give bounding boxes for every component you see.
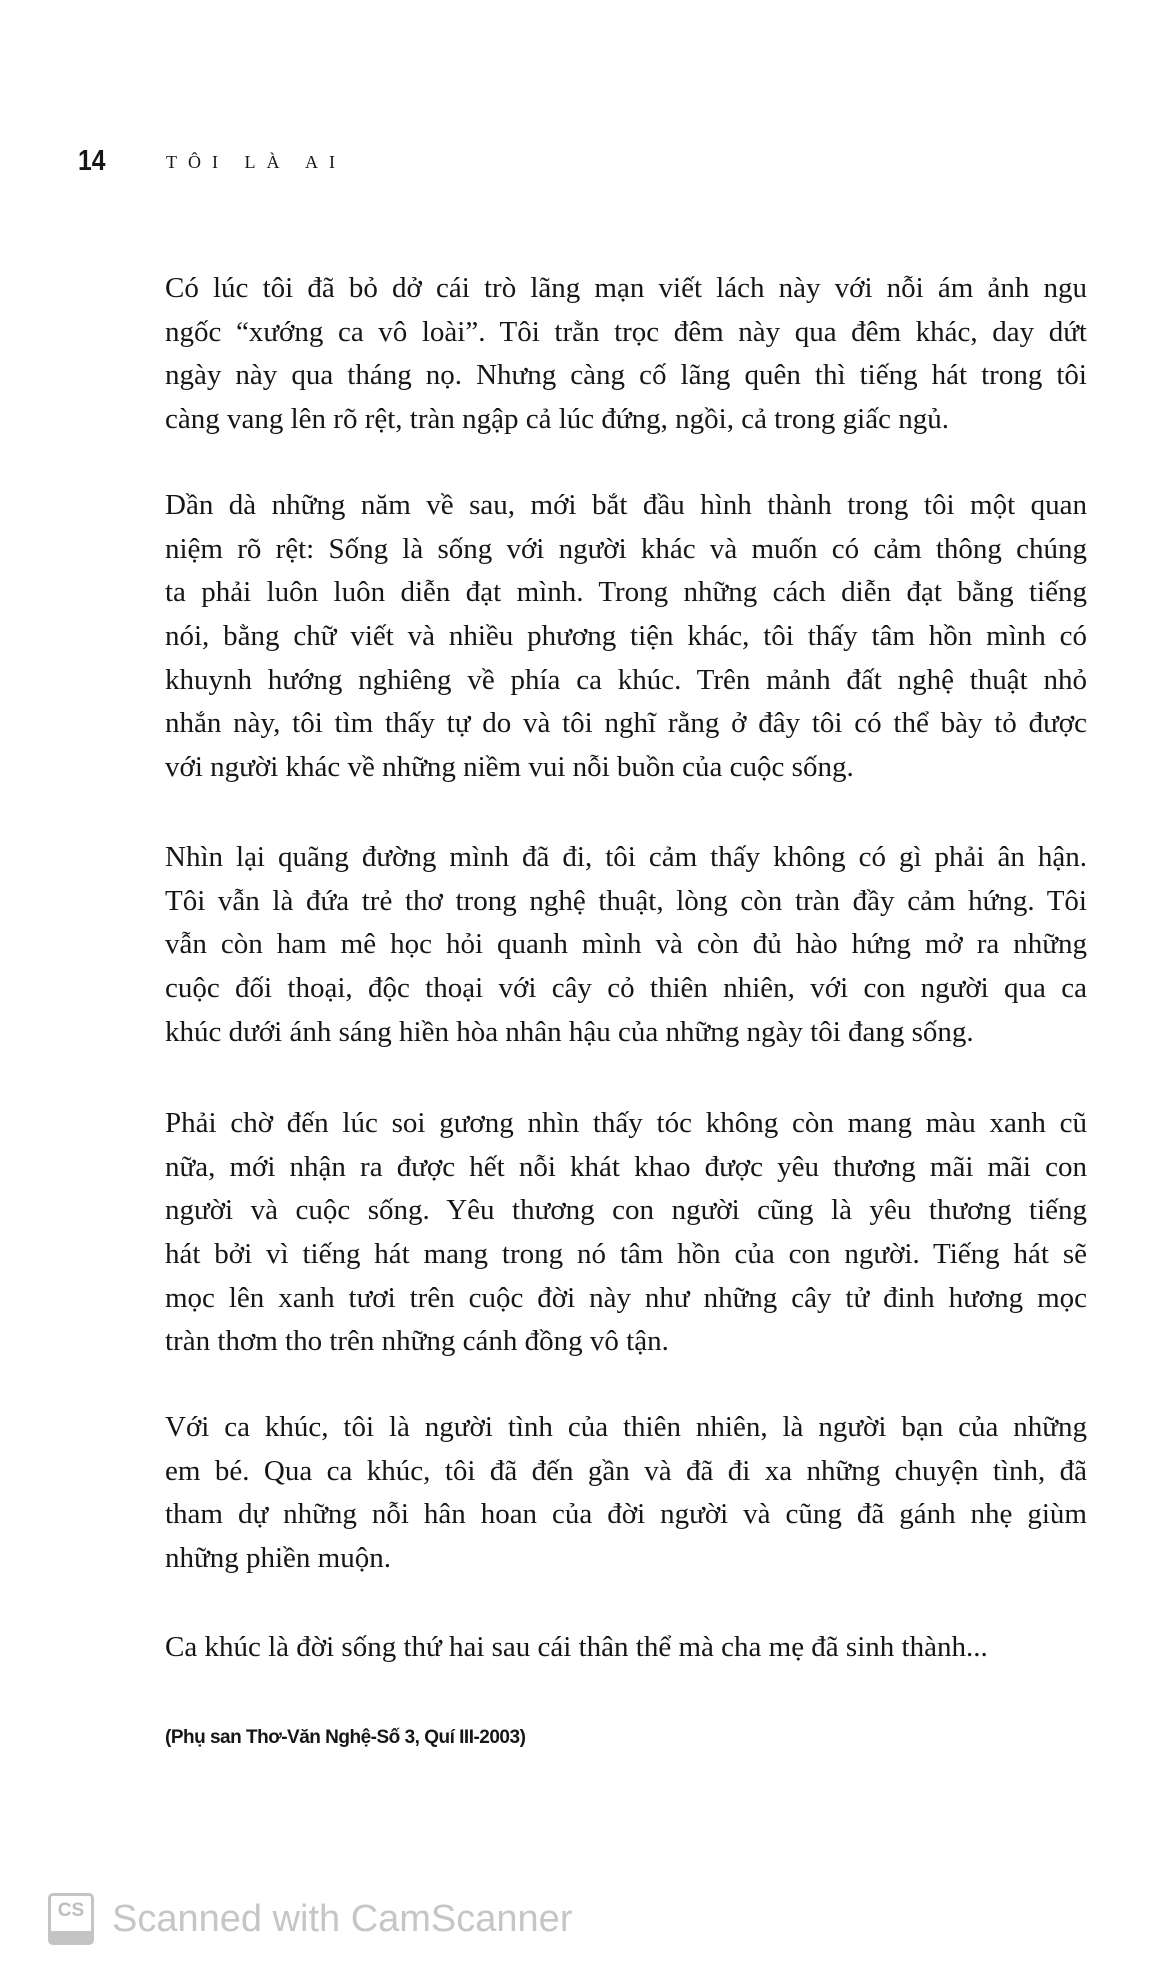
text-line: Dần dà những năm về sau, mới bắt đầu hình thành trong tôi một quan bbox=[165, 489, 1087, 521]
text-line: tham dự những nỗi hân hoan của đời người và cũng đã gánh nhẹ giùm bbox=[165, 1498, 1087, 1531]
paragraph bbox=[165, 836, 1087, 1054]
text-line: với người khác về những niềm vui nỗi buồn của cuộc sống. bbox=[165, 751, 854, 784]
text-line: Phải chờ đến lúc soi gương nhìn thấy tóc không còn mang màu xanh cũ bbox=[165, 1107, 1087, 1139]
text-line: ngốc “xướng ca vô loài”. Tôi trằn trọc đêm này qua đêm khác, day dứt bbox=[165, 315, 1087, 348]
text-line: Ca khúc là đời sống thứ hai sau cái thân thể mà cha mẹ đã sinh thành... bbox=[165, 1631, 988, 1663]
camscanner-logo-icon bbox=[48, 1893, 94, 1945]
text-line: nói, bằng chữ viết và nhiều phương tiện khác, tôi thấy tâm hồn mình có bbox=[165, 620, 1087, 653]
text-line: ta phải luôn luôn diễn đạt mình. Trong những cách diễn đạt bằng tiếng bbox=[165, 576, 1087, 609]
page-number: 14 bbox=[78, 145, 106, 177]
text-line: Có lúc tôi đã bỏ dở cái trò lãng mạn viết lách này với nỗi ám ảnh ngu bbox=[165, 272, 1087, 304]
text-line: mọc lên xanh tươi trên cuộc đời này như những cây tử đinh hương mọc bbox=[165, 1281, 1087, 1314]
paragraph bbox=[165, 1102, 1087, 1364]
text-line: vẫn còn ham mê học hỏi quanh mình và còn đủ hào hứng mở ra những bbox=[165, 928, 1087, 961]
text-line: cuộc đối thoại, độc thoại với cây cỏ thiên nhiên, với con người qua ca bbox=[165, 972, 1087, 1005]
text-line: những phiền muộn. bbox=[165, 1542, 391, 1575]
watermark-text: Scanned with CamScanner bbox=[112, 1897, 573, 1940]
text-line: niệm rõ rệt: Sống là sống với người khác và muốn có cảm thông chúng bbox=[165, 532, 1087, 565]
text-line: khúc dưới ánh sáng hiền hòa nhân hậu của những ngày tôi đang sống. bbox=[165, 1015, 974, 1048]
citation: (Phụ san Thơ-Văn Nghệ-Số 3, Quí III-2003) bbox=[165, 1727, 526, 1748]
running-title: TÔI LÀ AI bbox=[166, 152, 346, 172]
text-line: nhắn này, tôi tìm thấy tự do và tôi nghĩ rằng ở đây tôi có thể bày tỏ được bbox=[165, 707, 1087, 740]
paragraph bbox=[165, 484, 1087, 790]
paragraph bbox=[165, 267, 1087, 442]
camscanner-watermark bbox=[48, 1893, 572, 1945]
text-line: khuynh hướng nghiêng về phía ca khúc. Trên mảnh đất nghệ thuật nhỏ bbox=[165, 663, 1087, 696]
text-line: càng vang lên rõ rệt, tràn ngập cả lúc đứng, ngồi, cả trong giấc ngủ. bbox=[165, 403, 949, 436]
text-line: em bé. Qua ca khúc, tôi đã đến gần và đã đi xa những chuyện tình, đã bbox=[165, 1454, 1087, 1487]
text-line: Với ca khúc, tôi là người tình của thiên nhiên, là người bạn của những bbox=[165, 1411, 1087, 1443]
text-line: hát bởi vì tiếng hát mang trong nó tâm hồn của con người. Tiếng hát sẽ bbox=[165, 1238, 1087, 1271]
paragraph bbox=[165, 1406, 1087, 1581]
logo-text: CS bbox=[57, 1900, 85, 1921]
text-line: tràn thơm tho trên những cánh đồng vô tận. bbox=[165, 1325, 669, 1358]
text-line: Tôi vẫn là đứa trẻ thơ trong nghệ thuật, lòng còn tràn đầy cảm hứng. Tôi bbox=[165, 884, 1087, 917]
text-line: ngày này qua tháng nọ. Nhưng càng cố lãng quên thì tiếng hát trong tôi bbox=[165, 359, 1087, 392]
text-line: Nhìn lại quãng đường mình đã đi, tôi cảm thấy không có gì phải ân hận. bbox=[165, 841, 1087, 873]
text-line: người và cuộc sống. Yêu thương con người cũng là yêu thương tiếng bbox=[165, 1194, 1087, 1227]
text-line: nữa, mới nhận ra được hết nỗi khát khao được yêu thương mãi mãi con bbox=[165, 1150, 1087, 1183]
paragraph bbox=[165, 1626, 1087, 1670]
